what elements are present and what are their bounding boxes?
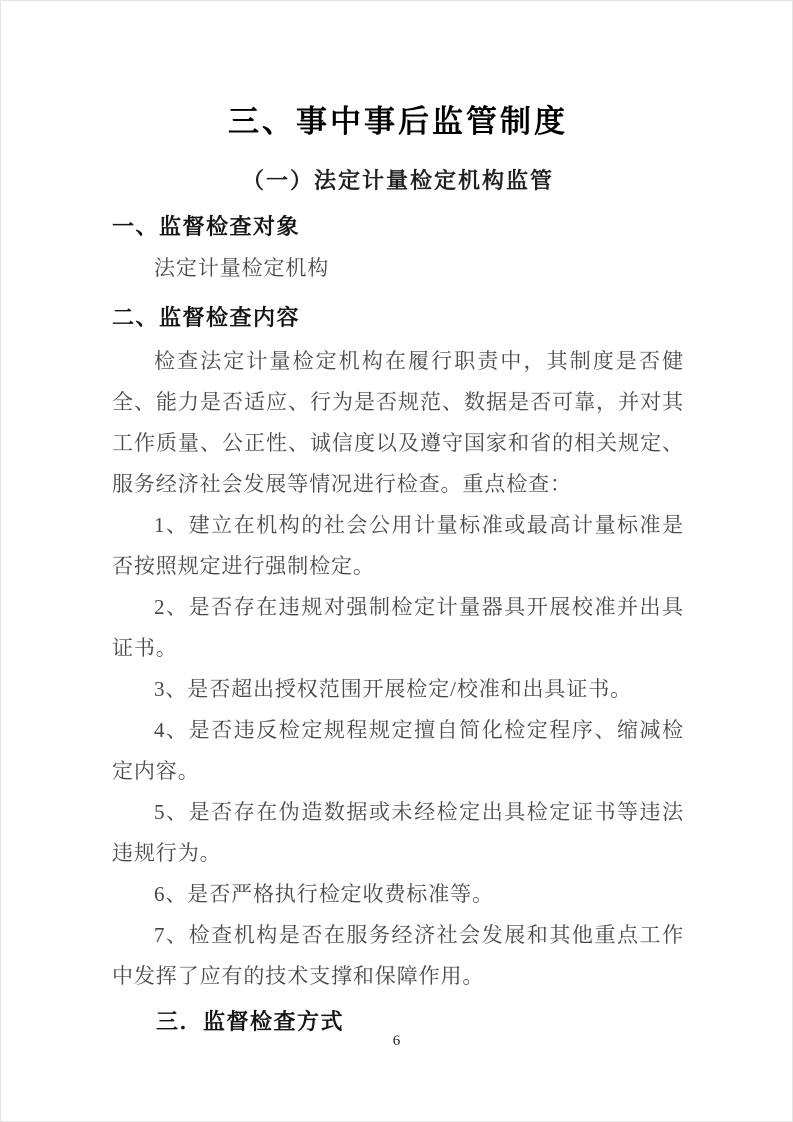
document-title: 三、事中事后监管制度 xyxy=(228,104,568,140)
list-item-6: 6、是否严格执行检定收费标准等。 xyxy=(154,882,494,906)
paragraph-inspection-target: 法定计量检定机构 xyxy=(154,256,330,280)
document-subtitle: （一）法定计量检定机构监管 xyxy=(241,168,554,193)
page-number: 6 xyxy=(392,1033,401,1049)
list-item-2: 2、是否存在违规对强制检定计量器具开展校准并出具证书。 xyxy=(112,595,684,660)
list-item-3: 3、是否超出授权范围开展检定/校准和出具证书。 xyxy=(154,677,633,701)
list-item-4: 4、是否违反检定规程规定擅自简化检定程序、缩减检定内容。 xyxy=(112,718,684,783)
list-item-5: 5、是否存在伪造数据或未经检定出具检定证书等违法违规行为。 xyxy=(112,800,684,865)
section-heading-2: 二、监督检查内容 xyxy=(112,306,301,331)
section-heading-1: 一、监督检查对象 xyxy=(112,215,301,240)
list-item-1: 1、建立在机构的社会公用计量标准或最高计量标准是否按照规定进行强制检定。 xyxy=(112,513,684,578)
list-item-7: 7、检查机构是否在服务经济社会发展和其他重点工作中发挥了应有的技术支撑和保障作用。 xyxy=(112,923,684,988)
section-heading-3: 三．监督检查方式 xyxy=(156,1010,345,1035)
paragraph-inspection-content: 检查法定计量检定机构在履行职责中，其制度是否健全、能力是否适应、行为是否规范、数据是否可靠，并对其工作质量、公正性、诚信度以及遵守国家和省的相关规定、服务经济社会发展等情况进行检查。重点检查： xyxy=(112,349,684,496)
